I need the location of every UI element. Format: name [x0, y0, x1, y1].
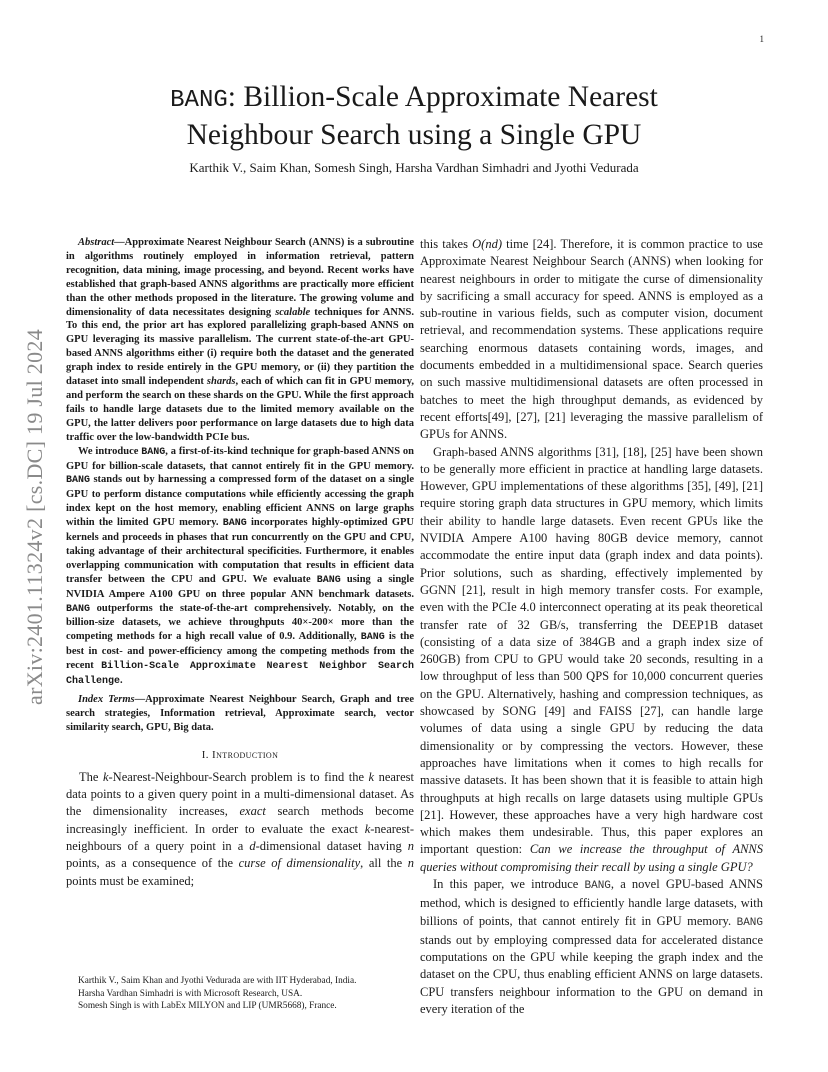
body-text: time [24]. Therefore, it is common practice to use Approximate Nearest Neighbour Search (ANNS) when looking for nearest neighbours in order to mitigate the curse of dimensionality by sacrificing a small accuracy for speed. ANNS is employed as a sub-routine in various fields, such as computer vision, document retrieval, and recommendation systems. These applications require searching enormous datasets containing words, images, and documents embedded in a multidimensional space. Search queries on such massive multidimensional datasets are often processed in batches to meet the high throughput demands, as evidenced by recent efforts[49], [27], [21] leveraging the massive parallelism of GPUs for ANNS.: [420, 237, 763, 442]
index-terms-text: —Approximate Nearest Neighbour Search, Graph and tree search strategies, Information retrieval, Approximate search, vector similarity search, GPU, Big data.: [66, 694, 414, 733]
abstract-label: Abstract: [78, 237, 115, 248]
system-name: BANG: [316, 574, 341, 586]
page-number: 1: [759, 34, 764, 44]
body-paragraph-3: [420, 876, 763, 1018]
body-text: this takes: [420, 237, 473, 251]
footnote-line: Somesh Singh is with LabEx MILYON and LIP (UMR5668), France.: [78, 1001, 337, 1011]
abstract-text: is the best in cost- and power-efficiency among the competing methods from the recent: [66, 631, 414, 672]
body-text: points must be examined;: [66, 873, 195, 888]
abstract-text: We introduce: [78, 445, 142, 457]
footnote-line: Harsha Vardhan Simhadri is with Microsoft Research, USA.: [78, 988, 303, 999]
abstract-text: stands out by harnessing a compressed form of the dataset on a single GPU to perform distance computations while efficiently accessing the graph index kept on the host memory, enabling efficient ANNS on large graphs within the limited GPU memory.: [66, 474, 414, 529]
body-text: stands out by employing compressed data for accelerated distance computations on the GPU while keeping the graph index and the dataset on the CPU, thus enabling efficient ANNS on large datasets. CPU transfers neighbour information to the GPU on demand in every iteration of the: [420, 932, 763, 1017]
body-text: -dimensional dataset having: [255, 838, 408, 853]
body-text: Graph-based ANNS algorithms [31], [18], [25] have been shown to be generally more efficient in practice at handling large datasets. However, GPU implementations of these algorithms [35], [49], [21] require storing graph data structures in GPU memory, which limits their ability to handle large datasets. Even recent GPUs like the NVIDIA Ampere A100 having 80GB device memory, cannot accommodate the entire input data (graph index and data points). Prior solutions, such as sharding, effectively implemented by GGNN [21], result in high memory transfer costs. For example, even with the PCIe 4.0 interconnect operating at its peak theoretical transfer rate of 32 GB/s, transferring the DEEP1B dataset (consisting of a data size of 384GB and a graph index size of 260GB) from CPU to GPU would take 20 seconds, resulting in a low throughput of less than 500 QPS for 10,000 concurrent queries on the GPU. Alternatively, hashing and compression techniques, as showcased by SONG [49] and FAISS [27], can handle large volumes of data using a single GPU by reducing the data dimensionality or by compressing the vectors. However, these approaches have limitations when it comes to high recalls for massive datasets. It has been shown that it is feasible to attain high throughputs at high recalls on large datasets using multiple GPUs [21]. However, these approaches have a very high hardware cost which makes them undesirable. Thus, this paper explores an important question:: [420, 444, 763, 857]
system-name: BANG: [66, 603, 91, 615]
footnote-line: Karthik V., Saim Khan and Jyothi Vedurada are with IIT Hyderabad, India.: [78, 976, 357, 986]
abstract-emphasis: shards: [206, 376, 236, 388]
body-text: nearest data points to a given query point in a multi-dimensional dataset. As the dimensionality increases,: [66, 769, 414, 819]
abstract-text: outperforms the state-of-the-art comprehensively. Notably, on the billion-size datasets, we achieve throughputs 40×-200× more than the competing methods for a high recall value of 0.9. Additionally,: [66, 602, 414, 643]
math-expression: O(nd): [472, 237, 502, 251]
abstract-paragraph-2: [66, 445, 414, 689]
body-paragraph-2: [420, 444, 763, 876]
emphasis: curse of dimensionality: [238, 856, 361, 871]
section-heading-introduction: [66, 749, 414, 761]
math-var: k: [102, 769, 109, 784]
title-line1: : Billion-Scale Approximate Nearest: [227, 81, 658, 113]
body-paragraph-1: [420, 236, 763, 444]
system-name: BANG: [360, 632, 385, 644]
math-var: n: [407, 838, 415, 853]
abstract-text: .: [120, 675, 123, 687]
emphasis: exact: [239, 804, 266, 819]
section-heading-text: I. Introduction: [201, 748, 279, 761]
body-text: search methods become increasingly inefficient. In order to evaluate the exact: [66, 804, 414, 836]
title-line2: Neighbour Search using a Single GPU: [186, 119, 642, 151]
author-list: Karthik V., Saim Khan, Somesh Singh, Harsha Vardhan Simhadri and Jyothi Vedurada: [189, 160, 639, 175]
paper-title: [0, 80, 828, 153]
math-var: d: [249, 838, 256, 853]
math-var: k: [368, 769, 375, 784]
abstract-text: techniques for ANNS. To this end, the prior art has explored parallelizing graph-based ANNS on GPU leveraging its massive parallelism. The current state-of-the-art GPU-based ANNS algorithms either (i) require both the dataset and the generated graph index to reside entirely in the GPU memory, or (ii) they partition the dataset into small independent: [66, 306, 414, 388]
abstract-emphasis: scalable: [275, 306, 311, 318]
system-name: BANG: [736, 916, 763, 929]
system-name: BANG: [66, 475, 91, 487]
arxiv-identifier[interactable]: arXiv:2401.11324v2 [cs.DC] 19 Jul 2024: [22, 328, 47, 705]
abstract-text: —Approximate Nearest Neighbour Search (ANNS) is a subroutine in algorithms routinely employed in information retrieval, pattern recognition, data mining, image processing, and beyond. Recent works have established that graph-based ANNS algorithms are practically more efficient than the other methods proposed in the literature. The growing volume and dimensionality of data necessitates designing: [66, 237, 414, 318]
system-name: BANG: [222, 518, 247, 530]
system-name: BANG: [141, 446, 166, 458]
intro-paragraph-1: [66, 769, 414, 890]
abstract-text: , a first-of-its-kind technique for graph-based ANNS on GPU for billion-scale datasets, that cannot entirely fit in the GPU memory.: [66, 445, 414, 472]
body-text: -Nearest-Neighbour-Search problem is to find the: [108, 769, 369, 784]
system-name: BANG: [584, 879, 611, 892]
abstract-text: incorporates highly-optimized GPU kernels and proceeds in phases that run concurrently on the GPU and CPU, taking advantage of their architectural specificities. Furthermore, it enables overlapping communication with computation that results in efficient data transfer between the CPU and GPU. We evaluate: [66, 517, 414, 585]
body-text: , a novel GPU-based ANNS method, which is designed to efficiently handle large datasets, with billions of points, that cannot entirely fit in GPU memory.: [420, 876, 764, 928]
body-text: points, as a consequence of the: [66, 856, 239, 871]
body-text: , all the: [360, 856, 408, 871]
body-text: -nearest-neighbours of a query point in a: [66, 821, 414, 853]
research-question: Can we increase the throughput of ANNS queries without compromising their recall by using a single GPU?: [420, 842, 764, 874]
title-system-name: BANG: [170, 87, 228, 114]
math-var: n: [407, 856, 415, 871]
left-column: [66, 236, 414, 890]
abstract-paragraph-1: [66, 236, 414, 445]
right-column: [420, 236, 763, 1018]
math-var: k: [364, 821, 371, 836]
challenge-name: Billion-Scale Approximate Nearest Neighbor Search Challenge: [66, 661, 414, 688]
body-text: In this paper, we introduce: [433, 876, 585, 891]
body-text: The: [79, 769, 103, 784]
index-terms: [66, 693, 414, 735]
affiliation-footnote: [66, 975, 414, 1013]
index-terms-label: Index Terms: [78, 694, 135, 705]
abstract-text: , each of which can fit in GPU memory, and perform the search on these shards on the GPU. While the first approach fails to handle large datasets due to the limited memory available on the GPU, the latter delivers poor performance on large datasets due to high data traffic over the low-bandwidth PCIe bus.: [66, 376, 415, 443]
abstract: [66, 236, 414, 735]
abstract-text: using a single NVIDIA Ampere A100 GPU on three popular ANN benchmark datasets.: [66, 573, 414, 600]
